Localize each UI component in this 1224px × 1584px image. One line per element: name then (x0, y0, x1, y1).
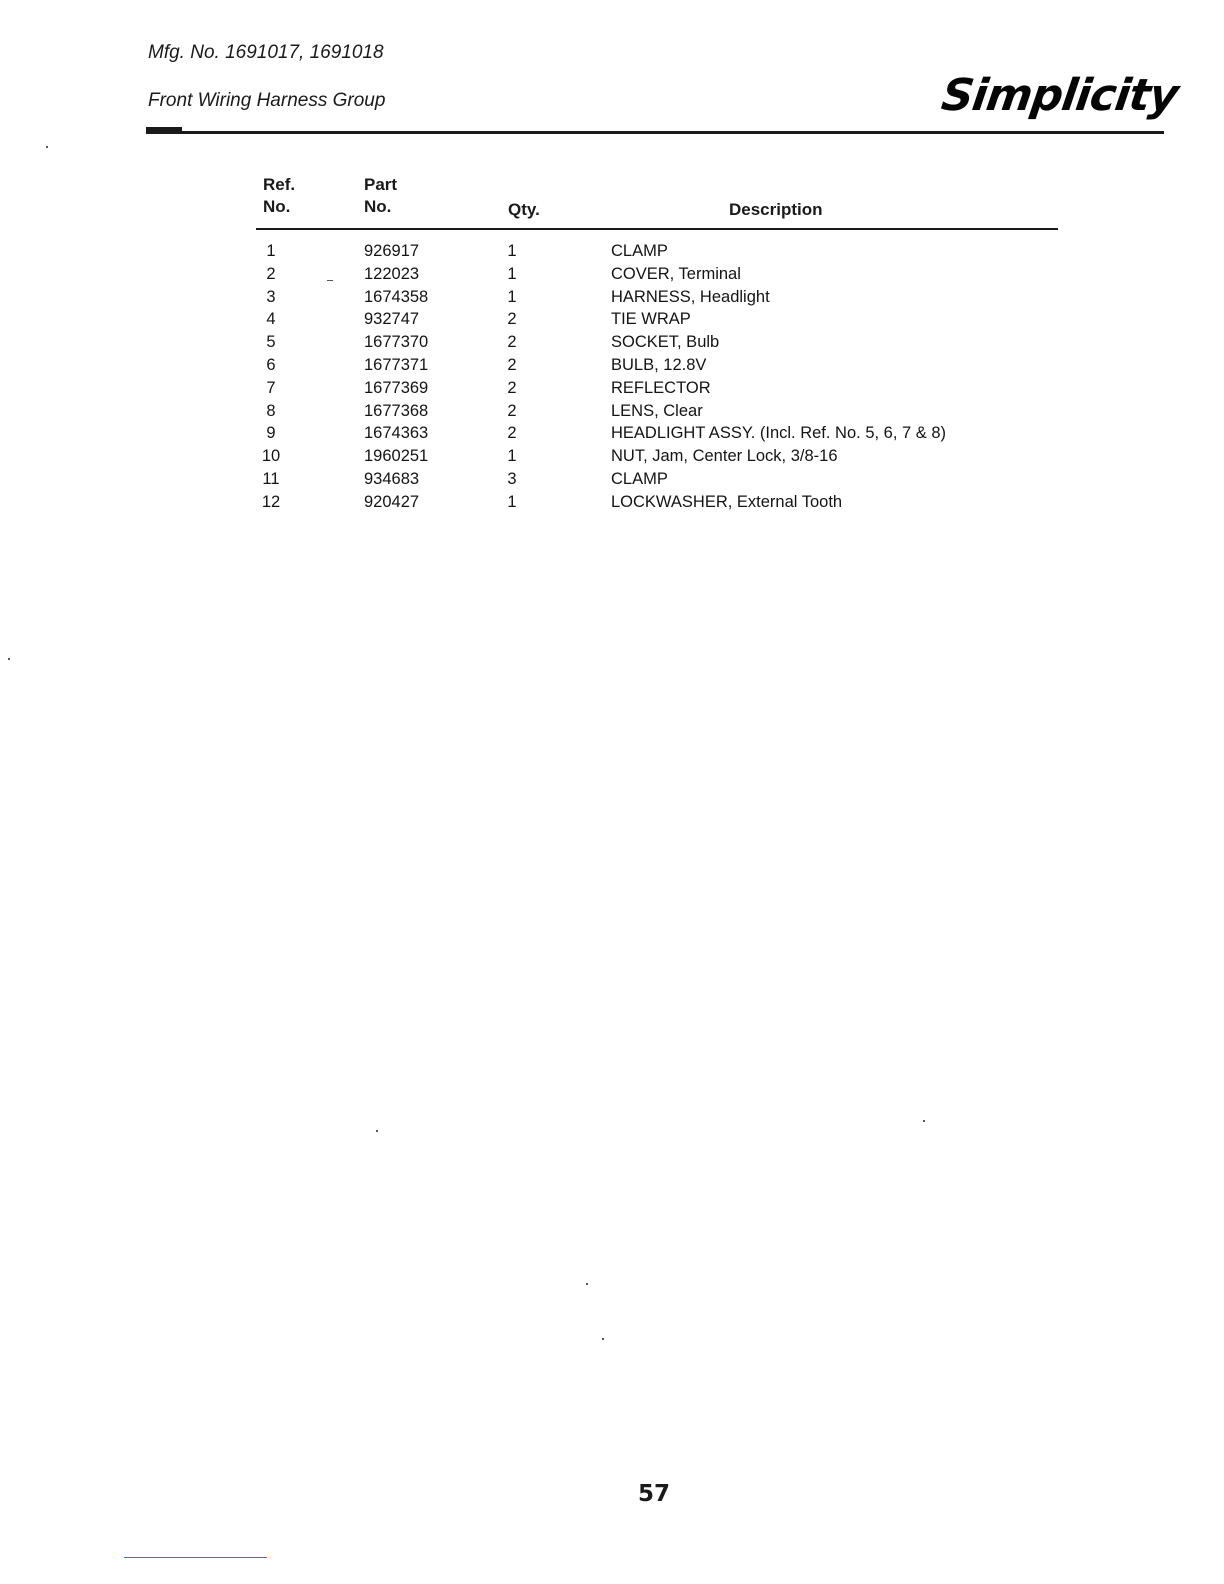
quantity-cell: 1 (507, 492, 517, 511)
ref-number-cell: 4 (266, 310, 276, 329)
column-header-qty: Qty. (508, 200, 540, 219)
column-header-part-line1: Part (364, 175, 398, 194)
ref-number-cell: 6 (266, 355, 276, 374)
table-row (0, 331, 1224, 354)
brand-logo: Simplicity (938, 70, 1181, 121)
quantity-cell: 1 (507, 264, 517, 283)
description-cell: LOCKWASHER, External Tooth (611, 492, 843, 511)
parts-table (0, 240, 1224, 514)
part-number-cell: 1674363 (364, 424, 429, 443)
table-row (0, 468, 1224, 491)
footer-rule (124, 1557, 267, 1558)
part-number-cell: 1960251 (364, 447, 429, 466)
table-row (0, 240, 1224, 263)
page-number: 57 (637, 1481, 670, 1507)
scan-speck (327, 280, 333, 281)
description-cell: REFLECTOR (611, 378, 711, 397)
quantity-cell: 2 (507, 424, 517, 443)
description-cell: CLAMP (611, 469, 668, 488)
part-number-cell: 1677368 (364, 401, 429, 420)
manufacturer-number: Mfg. No. 1691017, 1691018 (148, 42, 384, 63)
ref-number-cell: 10 (261, 447, 281, 466)
description-cell: LENS, Clear (611, 401, 703, 420)
part-number-cell: 1677369 (364, 378, 429, 397)
quantity-cell: 2 (507, 310, 517, 329)
part-number-cell: 1674358 (364, 287, 429, 306)
quantity-cell: 1 (507, 287, 517, 306)
description-cell: SOCKET, Bulb (611, 333, 720, 352)
description-cell: TIE WRAP (611, 310, 691, 329)
column-header-ref-line1: Ref. (263, 175, 296, 194)
table-row (0, 377, 1224, 400)
scan-speck (602, 1338, 604, 1340)
scan-speck (376, 1130, 378, 1132)
group-title: Front Wiring Harness Group (148, 90, 386, 111)
table-row (0, 286, 1224, 309)
table-row (0, 308, 1224, 331)
ref-number-cell: 5 (266, 333, 276, 352)
part-number-cell: 920427 (364, 492, 420, 511)
table-row (0, 491, 1224, 514)
description-cell: COVER, Terminal (611, 264, 741, 283)
column-header-part-line2: No. (364, 197, 392, 216)
part-number-cell: 1677370 (364, 333, 429, 352)
table-row (0, 445, 1224, 468)
ref-number-cell: 1 (266, 242, 276, 260)
column-header-part (364, 174, 397, 218)
part-number-cell: 932747 (364, 310, 420, 329)
scan-speck (46, 146, 48, 148)
quantity-cell: 2 (507, 355, 517, 374)
quantity-cell: 2 (507, 401, 517, 420)
table-row (0, 263, 1224, 286)
table-header-rule (256, 228, 1058, 230)
column-header-ref (263, 174, 295, 218)
quantity-cell: 2 (507, 378, 517, 397)
ref-number-cell: 12 (261, 492, 281, 511)
description-cell: BULB, 12.8V (611, 355, 707, 374)
scan-speck (586, 1283, 588, 1285)
ref-number-cell: 3 (266, 287, 276, 306)
quantity-cell: 2 (507, 333, 517, 352)
table-row (0, 400, 1224, 423)
ref-number-cell: 9 (266, 424, 276, 443)
column-header-description: Description (729, 200, 823, 219)
table-row (0, 354, 1224, 377)
quantity-cell: 1 (507, 447, 517, 466)
ref-number-cell: 8 (266, 401, 276, 420)
description-cell: HARNESS, Headlight (611, 287, 770, 306)
ref-number-cell: 7 (266, 378, 276, 397)
part-number-cell: 1677371 (364, 355, 429, 374)
ref-number-cell: 2 (266, 264, 276, 283)
quantity-cell: 1 (507, 242, 517, 260)
quantity-cell: 3 (507, 469, 517, 488)
column-header-ref-line2: No. (263, 197, 291, 216)
ref-number-cell: 11 (262, 469, 280, 488)
description-cell: NUT, Jam, Center Lock, 3/8-16 (611, 447, 838, 466)
part-number-cell: 122023 (364, 264, 420, 283)
scan-speck (8, 658, 10, 660)
part-number-cell: 934683 (364, 469, 420, 488)
header-rule (146, 131, 1164, 134)
description-cell: HEADLIGHT ASSY. (Incl. Ref. No. 5, 6, 7 & 8) (611, 424, 947, 443)
description-cell: CLAMP (611, 242, 668, 260)
part-number-cell: 926917 (364, 242, 420, 260)
table-row (0, 422, 1224, 445)
scan-speck (923, 1120, 925, 1122)
